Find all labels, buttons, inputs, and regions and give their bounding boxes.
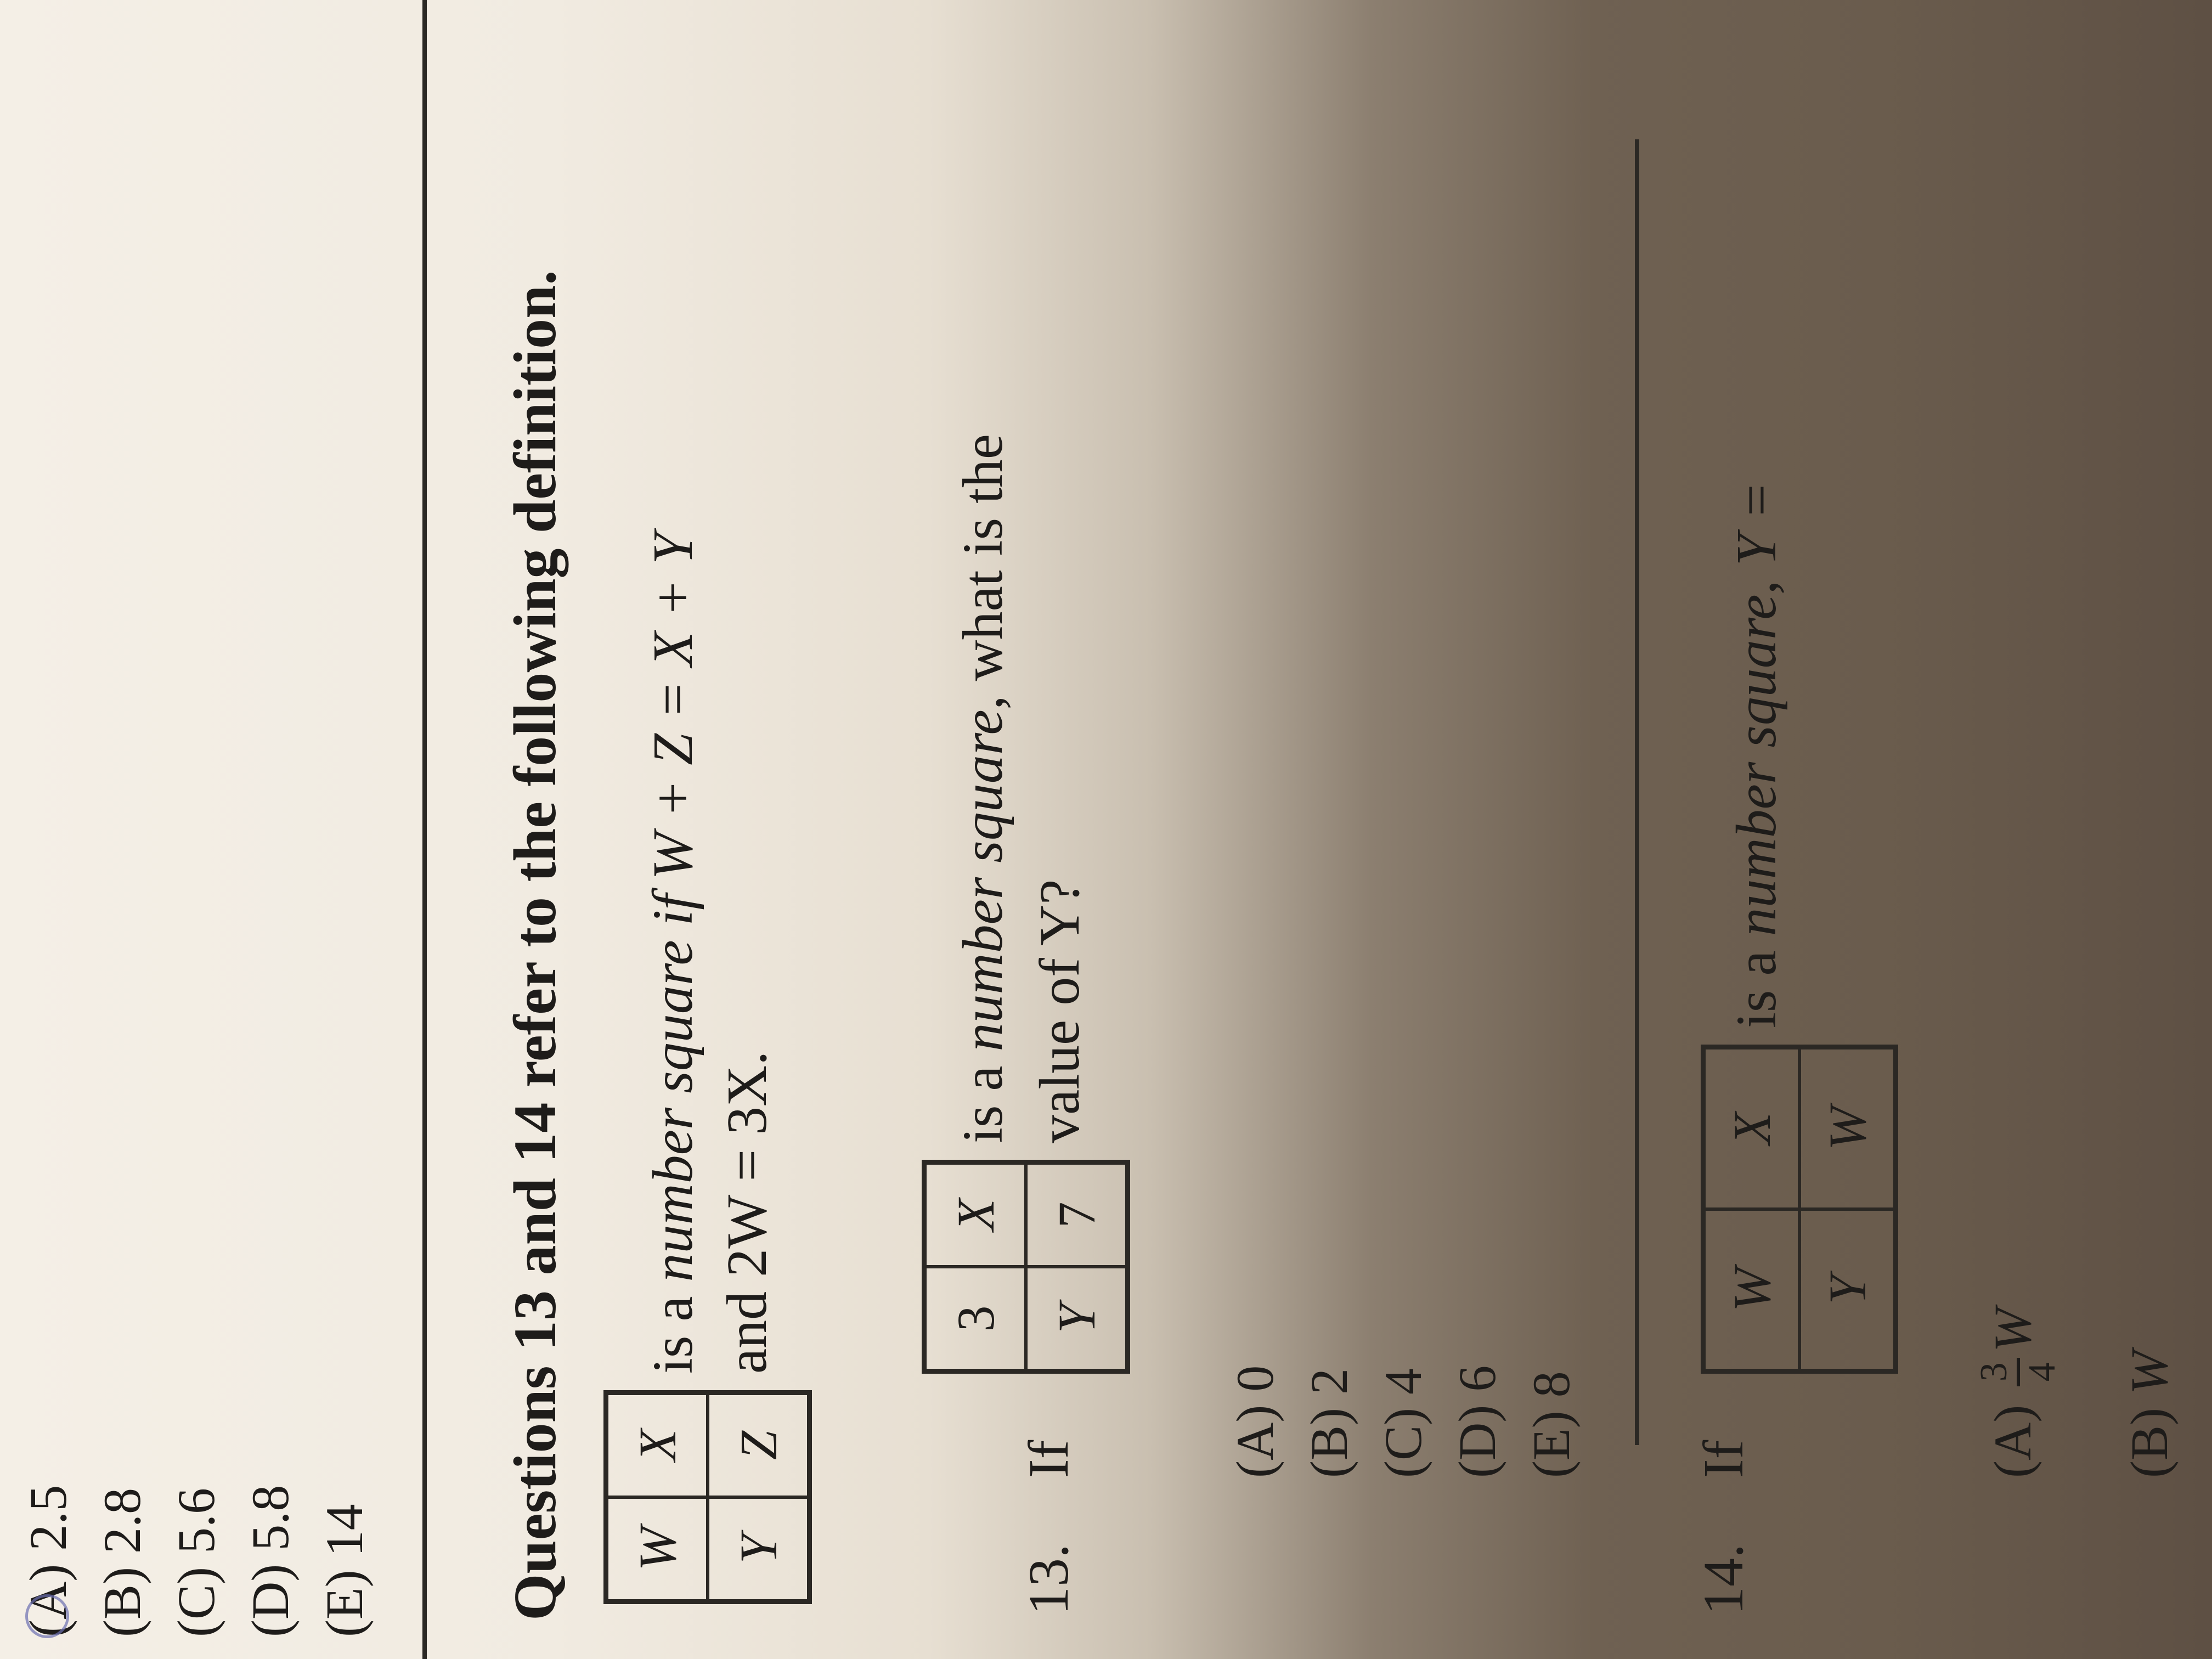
definition-number-square	[603, 1390, 812, 1604]
pencil-circle-mark	[25, 1594, 69, 1638]
question-divider	[1635, 139, 1639, 1445]
fraction: 3 4	[1975, 1358, 2062, 1386]
q14-choice-b: (B) W	[2120, 1351, 2179, 1478]
cell-bottom-right: 7	[1026, 1163, 1127, 1267]
q13-choice-e: (E) 8	[1522, 1371, 1581, 1478]
cell-bottom-left: Y	[708, 1497, 809, 1601]
cell-bottom-left: Y	[1026, 1267, 1127, 1370]
q14-if: If	[1692, 1440, 1755, 1478]
definition-text-line2: and 2W = 3X.	[715, 1051, 778, 1374]
q13-number: 13.	[1017, 1544, 1080, 1615]
prev-choice-e: (E) 14	[315, 1504, 374, 1637]
q13-if: If	[1017, 1440, 1080, 1478]
q14-choice-a: (A) 3 4 W	[1973, 1308, 2063, 1478]
q14-text-line1: is a number square, Y =	[1725, 481, 1788, 1028]
q13-text-line1: is a number square, what is the	[951, 433, 1014, 1143]
q13-choice-b: (B) 2	[1300, 1368, 1358, 1478]
q13-number-square	[922, 1160, 1130, 1374]
q13-text-line2: value of Y?	[1028, 879, 1091, 1143]
q14-number: 14.	[1692, 1544, 1755, 1615]
cell-top-right: X	[607, 1393, 708, 1497]
cell-bottom-left: Y	[1799, 1209, 1895, 1370]
cell-top-left: 3	[925, 1267, 1026, 1370]
prev-choice-c: (C) 5.6	[167, 1488, 225, 1637]
cell-top-left: W	[607, 1497, 708, 1601]
prev-choice-a: (A) 2.5	[19, 1485, 77, 1637]
cell-top-right: X	[925, 1163, 1026, 1267]
cell-bottom-right: W	[1799, 1048, 1895, 1209]
q13-choice-c: (C) 4	[1374, 1368, 1432, 1478]
section-heading: Questions 13 and 14 refer to the following definition.	[501, 270, 568, 1621]
q13-choice-a: (A) 0	[1226, 1365, 1284, 1478]
prev-choice-d: (D) 5.8	[241, 1485, 300, 1637]
cell-top-right: X	[1704, 1048, 1799, 1209]
q14-number-square	[1701, 1045, 1898, 1374]
cell-top-left: W	[1704, 1209, 1799, 1370]
cell-bottom-right: Z	[708, 1393, 809, 1497]
q13-choice-d: (D) 6	[1448, 1365, 1506, 1478]
definition-text-line1: is a number square if W + Z = X + Y	[641, 533, 704, 1374]
prev-choice-b: (B) 2.8	[93, 1488, 151, 1637]
section-divider	[422, 0, 427, 1659]
